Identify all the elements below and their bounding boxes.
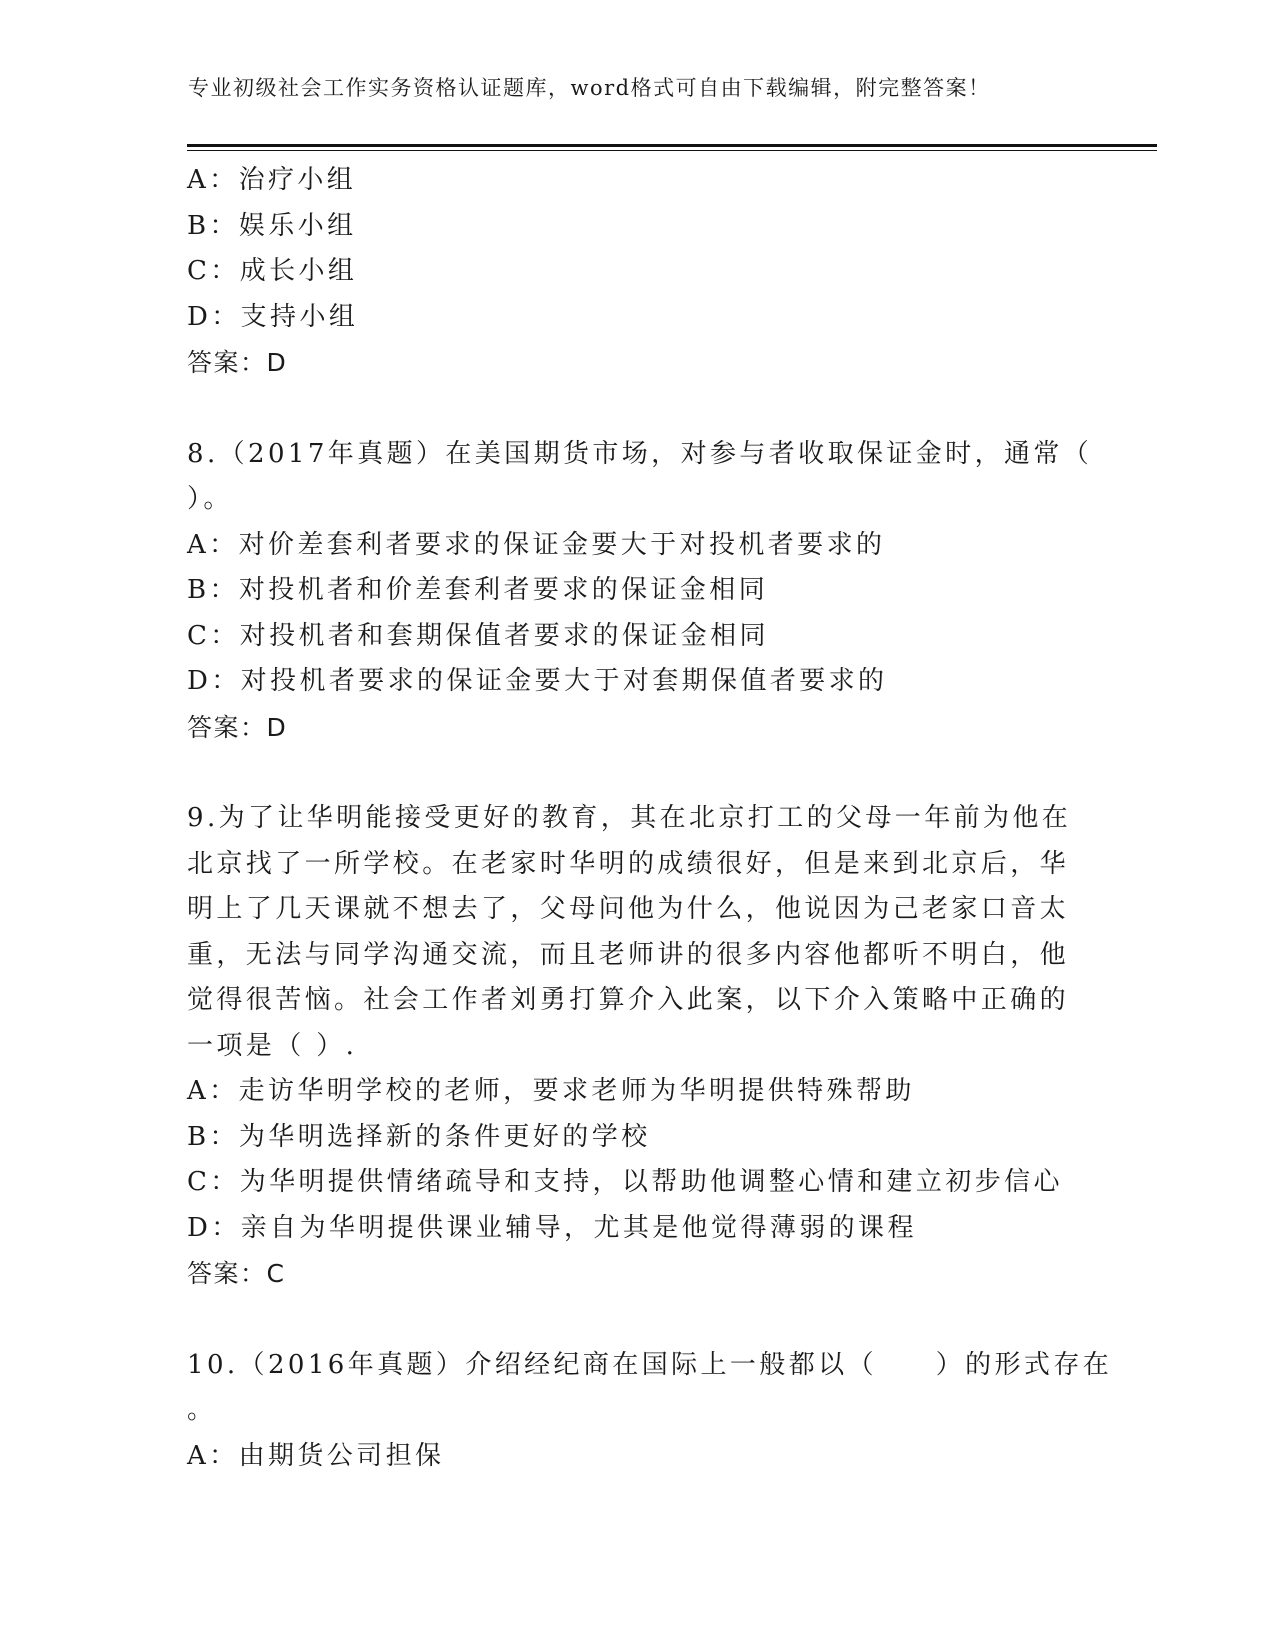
page-header: 专业初级社会工作实务资格认证题库，word格式可自由下载编辑，附完整答案！ [188,76,991,100]
question-block [187,1343,1113,1480]
answer: 答案：D [187,712,288,742]
question-text: ）。 [187,484,233,514]
option-c: C：成长小组 [187,256,358,286]
spacer [187,1297,1087,1343]
question-text: 一项是（ ）. [187,1030,358,1061]
option-d: D：亲自为华明提供课业辅导，尤其是他觉得薄弱的课程 [187,1212,917,1243]
question-block [187,432,1093,751]
option-d: D：对投机者要求的保证金要大于对套期保值者要求的 [187,666,888,696]
question-text: 9.为了让华明能接受更好的教育，其在北京打工的父母一年前为他在 [187,803,1072,833]
question-text: 明上了几天课就不想去了，父母问他为什么，他说因为己老家口音太 [187,894,1070,924]
answer: 答案：C [187,1259,286,1288]
question-text: 重，无法与同学沟通交流，而且老师讲的很多内容他都听不明白，他 [187,939,1070,970]
question-text: 北京找了一所学校。在老家时华明的成绩很好，但是来到北京后，华 [187,848,1070,879]
option-b: B：为华明选择新的条件更好的学校 [187,1121,651,1152]
question-block [187,158,1087,386]
option-c: C：为华明提供情绪疏导和支持，以帮助他调整心情和建立初步信心 [187,1167,1063,1197]
question-content [187,158,1113,1479]
header-rule-thick [187,144,1157,147]
header-rule-thin [187,150,1157,151]
question-text: 8.（2017年真题）在美国期货市场，对参与者收取保证金时，通常（ [187,438,1093,469]
answer: 答案：D [187,348,288,377]
question-text: 觉得很苦恼。社会工作者刘勇打算介入此案，以下介入策略中正确的 [187,985,1070,1015]
option-d: D：支持小组 [187,301,359,332]
option-a: A：由期货公司担保 [187,1440,445,1471]
option-a: A：对价差套利者要求的保证金要大于对投机者要求的 [187,529,886,560]
question-block [187,796,1087,1297]
option-b: B：娱乐小组 [187,210,357,241]
option-a: A：走访华明学校的老师，要求老师为华明提供特殊帮助 [187,1076,915,1106]
option-c: C：对投机者和套期保值者要求的保证金相同 [187,620,769,651]
question-text: 10.（2016年真题）介绍经纪商在国际上一般都以（ ）的形式存在 [187,1349,1113,1380]
option-b: B：对投机者和价差套利者要求的保证金相同 [187,575,769,605]
spacer [187,750,1087,796]
question-text: 。 [187,1395,217,1425]
option-a: A：治疗小组 [187,165,357,195]
spacer [187,386,1087,432]
